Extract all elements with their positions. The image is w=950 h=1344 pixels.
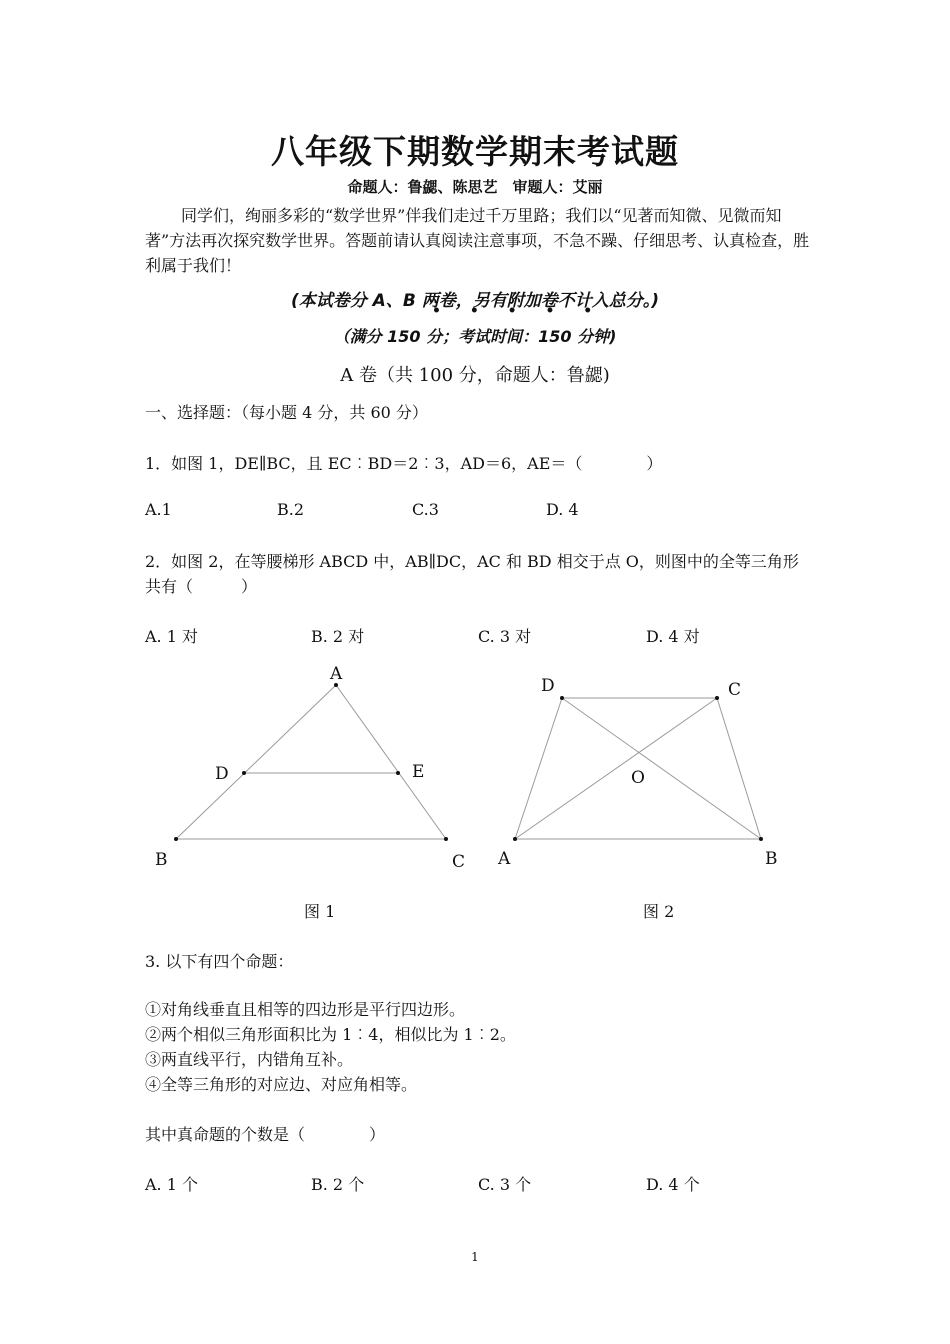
label-e: E bbox=[412, 762, 425, 782]
label-b2: B bbox=[765, 849, 778, 869]
point-c bbox=[444, 837, 448, 841]
point-e bbox=[396, 771, 400, 775]
point-b2 bbox=[759, 837, 763, 841]
label-a2: A bbox=[498, 849, 511, 869]
q2-option-b: B. 2 对 bbox=[311, 627, 365, 646]
figure-1-caption: 图 1 bbox=[304, 902, 336, 921]
point-a2 bbox=[513, 837, 517, 841]
q3-statement-3: ③两直线平行，内错角互补。 bbox=[145, 1050, 354, 1069]
point-c2 bbox=[715, 696, 719, 700]
label-c: C bbox=[452, 852, 466, 872]
q3-option-c: C. 3 个 bbox=[478, 1175, 532, 1194]
label-c2: C bbox=[728, 680, 742, 700]
diagonal-bd bbox=[562, 698, 761, 839]
q2-option-c: C. 3 对 bbox=[478, 627, 532, 646]
emphasis-dots: • • • • • bbox=[432, 303, 605, 319]
q1-option-a: A.1 bbox=[145, 500, 172, 519]
label-d: D bbox=[215, 764, 229, 784]
point-d2 bbox=[560, 696, 564, 700]
exam-note-suffix: 。) bbox=[642, 291, 659, 311]
q2-option-d: D. 4 对 bbox=[646, 627, 700, 646]
q2-stem: 2．如图 2，在等腰梯形 ABCD 中，AB∥DC，AC 和 BD 相交于点 O，则图中的全等三角形共有（ ） bbox=[145, 552, 799, 596]
q2-option-a: A. 1 对 bbox=[145, 627, 198, 646]
authors-line: 命题人：鲁勰、陈思艺 审题人：艾丽 bbox=[347, 178, 603, 196]
label-a: A bbox=[330, 664, 343, 684]
page-title: 八年级下期数学期末考试题 bbox=[271, 132, 679, 171]
q3-statement-2: ②两个相似三角形面积比为 1︰4，相似比为 1︰2。 bbox=[145, 1025, 516, 1044]
side-ab bbox=[176, 685, 336, 839]
figure-2 bbox=[497, 676, 778, 869]
exam-note-emphasis: 附加卷不计入总分 bbox=[506, 291, 643, 311]
q1-stem: 1．如图 1，DE∥BC，且 EC︰BD＝2︰3，AD＝6，AE＝（ ） bbox=[145, 454, 663, 473]
score-time-note: （满分 150 分；考试时间：150 分钟) bbox=[333, 327, 617, 346]
side-da bbox=[515, 698, 562, 839]
page-number: 1 bbox=[471, 1250, 479, 1264]
label-d2: D bbox=[541, 676, 555, 696]
q3-statement-1: ①对角线垂直且相等的四边形是平行四边形。 bbox=[145, 1000, 466, 1019]
side-ac bbox=[336, 685, 446, 839]
q3-option-d: D. 4 个 bbox=[646, 1175, 700, 1194]
q3-stem: 3. 以下有四个命题： bbox=[145, 952, 294, 971]
point-b bbox=[174, 837, 178, 841]
q3-statement-4: ④全等三角形的对应边、对应角相等。 bbox=[145, 1075, 418, 1094]
point-d bbox=[242, 771, 246, 775]
q1-option-b: B.2 bbox=[277, 500, 305, 519]
side-cb bbox=[717, 698, 761, 839]
label-b: B bbox=[155, 850, 168, 870]
intro-paragraph: 同学们，绚丽多彩的“数学世界”伴我们走过千万里路；我们以“见著而知微、见微而知著”方法再次探究数学世界。答题前请认真阅读注意事项，不急不躁、仔细思考、认真检查，胜利属于我们！ bbox=[145, 206, 810, 275]
part1-heading: 一、选择题：（每小题 4 分，共 60 分） bbox=[145, 403, 428, 422]
label-o: O bbox=[631, 768, 645, 788]
figure-2-caption: 图 2 bbox=[643, 902, 675, 921]
exam-note-prefix: (本试卷分 A、B 两卷，另有 bbox=[290, 291, 507, 311]
q3-option-a: A. 1 个 bbox=[145, 1175, 198, 1194]
q3-ask: 其中真命题的个数是（ ） bbox=[145, 1125, 386, 1144]
q3-option-b: B. 2 个 bbox=[311, 1175, 365, 1194]
section-a-title: A 卷（共 100 分，命题人：鲁勰) bbox=[340, 365, 610, 386]
figure-1 bbox=[155, 664, 465, 872]
diagonal-ac bbox=[515, 698, 717, 839]
q1-option-c: C.3 bbox=[412, 500, 439, 519]
figures bbox=[0, 655, 950, 915]
q1-option-d: D. 4 bbox=[546, 500, 579, 519]
